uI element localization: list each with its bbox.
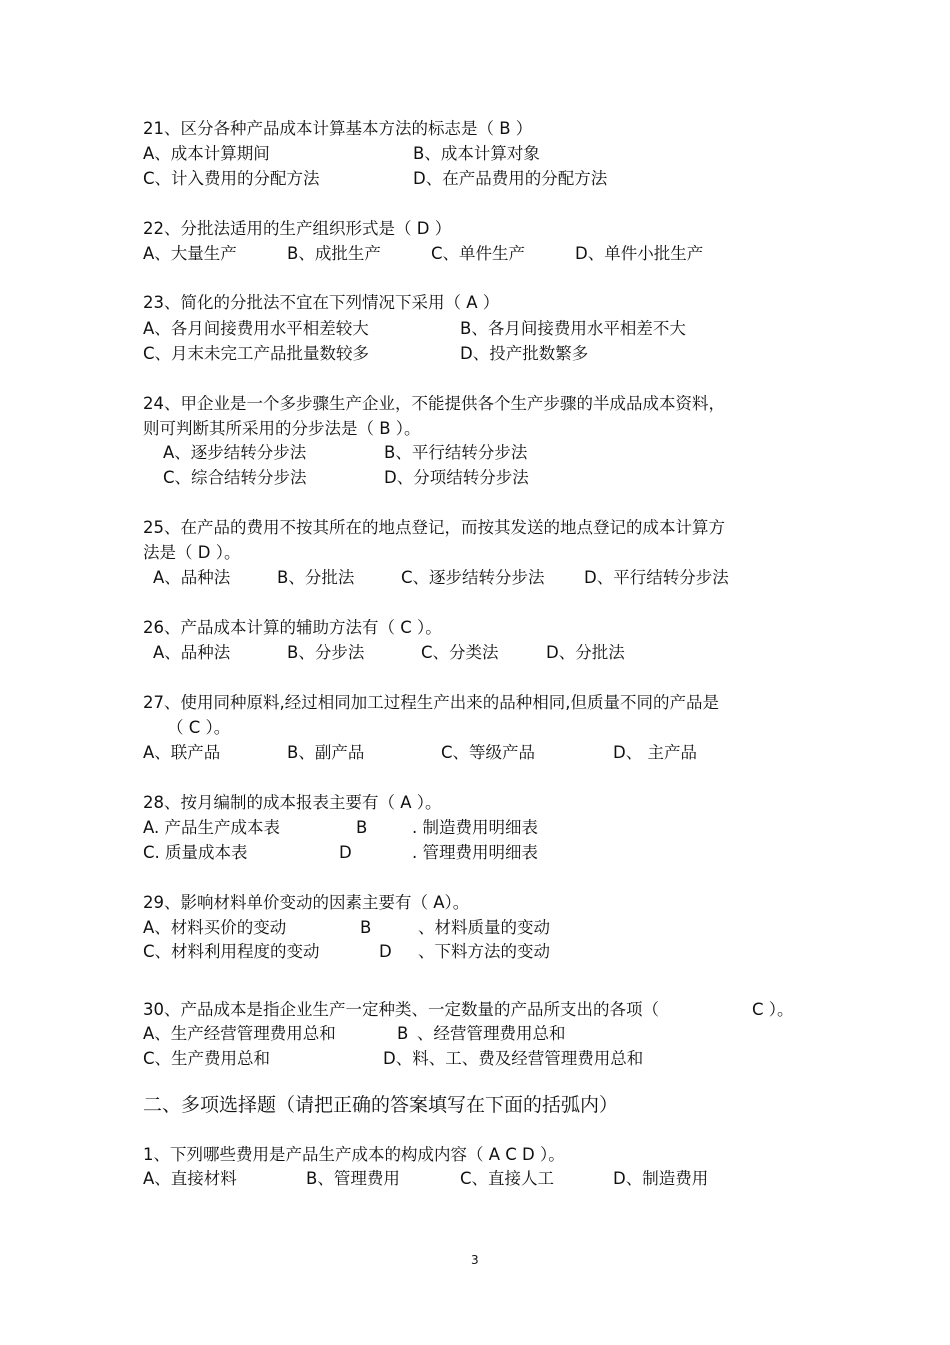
question-24-option-d: D、分项结转分步法 (384, 468, 529, 487)
question-22-option-a: A、大量生产 (143, 244, 237, 263)
question-28-option-c: C. 质量成本表 (143, 843, 248, 862)
question-22-option-c: C、单件生产 (431, 244, 526, 263)
question-26-option-b: B、分步法 (287, 643, 365, 662)
question-28-option-a: A. 产品生产成本表 (143, 818, 280, 837)
question-23-option-b: B、各月间接费用水平相差不大 (460, 319, 686, 338)
question-28-option-d: . 管理费用明细表 (412, 843, 538, 862)
question-22-option-d: D、单件小批生产 (575, 244, 704, 263)
question-29-option-b-letter: B (360, 918, 372, 937)
question-27-option-b: B、副产品 (287, 743, 365, 762)
question-28-option-d-letter: D (339, 843, 352, 862)
question-22-option-b: B、成批生产 (287, 244, 381, 263)
question-23-stem: 23、简化的分批法不宜在下列情况下采用（ A ） (143, 293, 500, 312)
question-22-stem: 22、分批法适用的生产组织形式是（ D ） (143, 219, 452, 238)
question-29-option-d: 、下料方法的变动 (418, 942, 550, 961)
question-30-answer: C ）。 (752, 1000, 794, 1019)
question-24-option-b: B、平行结转分步法 (384, 443, 528, 462)
question-23-option-a: A、各月间接费用水平相差较大 (143, 319, 369, 338)
question-25-option-d: D、平行结转分步法 (584, 568, 729, 587)
question-23-option-c: C、月末未完工产品批量数较多 (143, 344, 370, 363)
question-30-option-d: D、料、工、费及经营管理费用总和 (383, 1049, 644, 1068)
section-heading-multiple-choice: 二、多项选择题（请把正确的答案填写在下面的括弧内） (143, 1094, 619, 1116)
question-26-option-a: A、品种法 (153, 643, 231, 662)
question-25-option-a: A、品种法 (153, 568, 231, 587)
question-30-stem: 30、产品成本是指企业生产一定种类、一定数量的产品所支出的各项（ (143, 1000, 659, 1019)
question-27-option-d: D、 主产品 (613, 743, 697, 762)
multi-question-1-option-c: C、直接人工 (460, 1169, 555, 1188)
question-30-option-b: 、经营管理费用总和 (417, 1024, 566, 1043)
question-21-option-c: C、计入费用的分配方法 (143, 169, 320, 188)
question-28-option-b-letter: B (356, 818, 368, 837)
question-26-stem: 26、产品成本计算的辅助方法有（ C ）。 (143, 618, 442, 637)
multi-question-1-stem: 1、下列哪些费用是产品生产成本的构成内容（ A C D ）。 (143, 1145, 565, 1164)
question-29-stem: 29、影响材料单价变动的因素主要有（ A）。 (143, 893, 470, 912)
question-24-option-c: C、综合结转分步法 (163, 468, 307, 487)
question-30-option-b-letter: B (397, 1024, 409, 1043)
question-26-option-c: C、分类法 (421, 643, 499, 662)
question-29-option-b: 、材料质量的变动 (418, 918, 550, 937)
question-23-option-d: D、投产批数繁多 (460, 344, 589, 363)
question-27-stem-continued: （ C ）。 (167, 718, 231, 737)
question-21-option-b: B、成本计算对象 (413, 144, 540, 163)
question-24-stem-continued: 则可判断其所采用的分步法是（ B ）。 (143, 419, 421, 438)
question-21-option-a: A、成本计算期间 (143, 144, 270, 163)
question-28-option-b: . 制造费用明细表 (412, 818, 538, 837)
question-25-option-b: B、分批法 (277, 568, 355, 587)
question-26-option-d: D、分批法 (546, 643, 625, 662)
multi-question-1-option-b: B、管理费用 (306, 1169, 400, 1188)
question-24-option-a: A、逐步结转分步法 (163, 443, 307, 462)
question-25-stem-continued: 法是（ D ）。 (143, 543, 241, 562)
question-25-stem: 25、在产品的费用不按其所在的地点登记，而按其发送的地点登记的成本计算方 (143, 518, 725, 537)
question-30-option-a: A、生产经营管理费用总和 (143, 1024, 336, 1043)
question-29-option-d-letter: D (379, 942, 392, 961)
question-27-option-c: C、等级产品 (441, 743, 536, 762)
page-number: 3 (471, 1253, 479, 1267)
question-29-option-a: A、材料买价的变动 (143, 918, 287, 937)
question-27-option-a: A、联产品 (143, 743, 221, 762)
question-24-stem: 24、甲企业是一个多步骤生产企业，不能提供各个生产步骤的半成品成本资料， (143, 394, 725, 413)
multi-question-1-option-a: A、直接材料 (143, 1169, 237, 1188)
question-27-stem: 27、使用同种原料,经过相同加工过程生产出来的品种相同,但质量不同的产品是 (143, 693, 719, 712)
question-25-option-c: C、逐步结转分步法 (401, 568, 545, 587)
question-30-option-c: C、生产费用总和 (143, 1049, 271, 1068)
question-28-stem: 28、按月编制的成本报表主要有（ A ）。 (143, 793, 442, 812)
question-21-stem: 21、区分各种产品成本计算基本方法的标志是（ B ） (143, 119, 533, 138)
question-29-option-c: C、材料利用程度的变动 (143, 942, 320, 961)
multi-question-1-option-d: D、制造费用 (613, 1169, 709, 1188)
question-21-option-d: D、在产品费用的分配方法 (413, 169, 608, 188)
